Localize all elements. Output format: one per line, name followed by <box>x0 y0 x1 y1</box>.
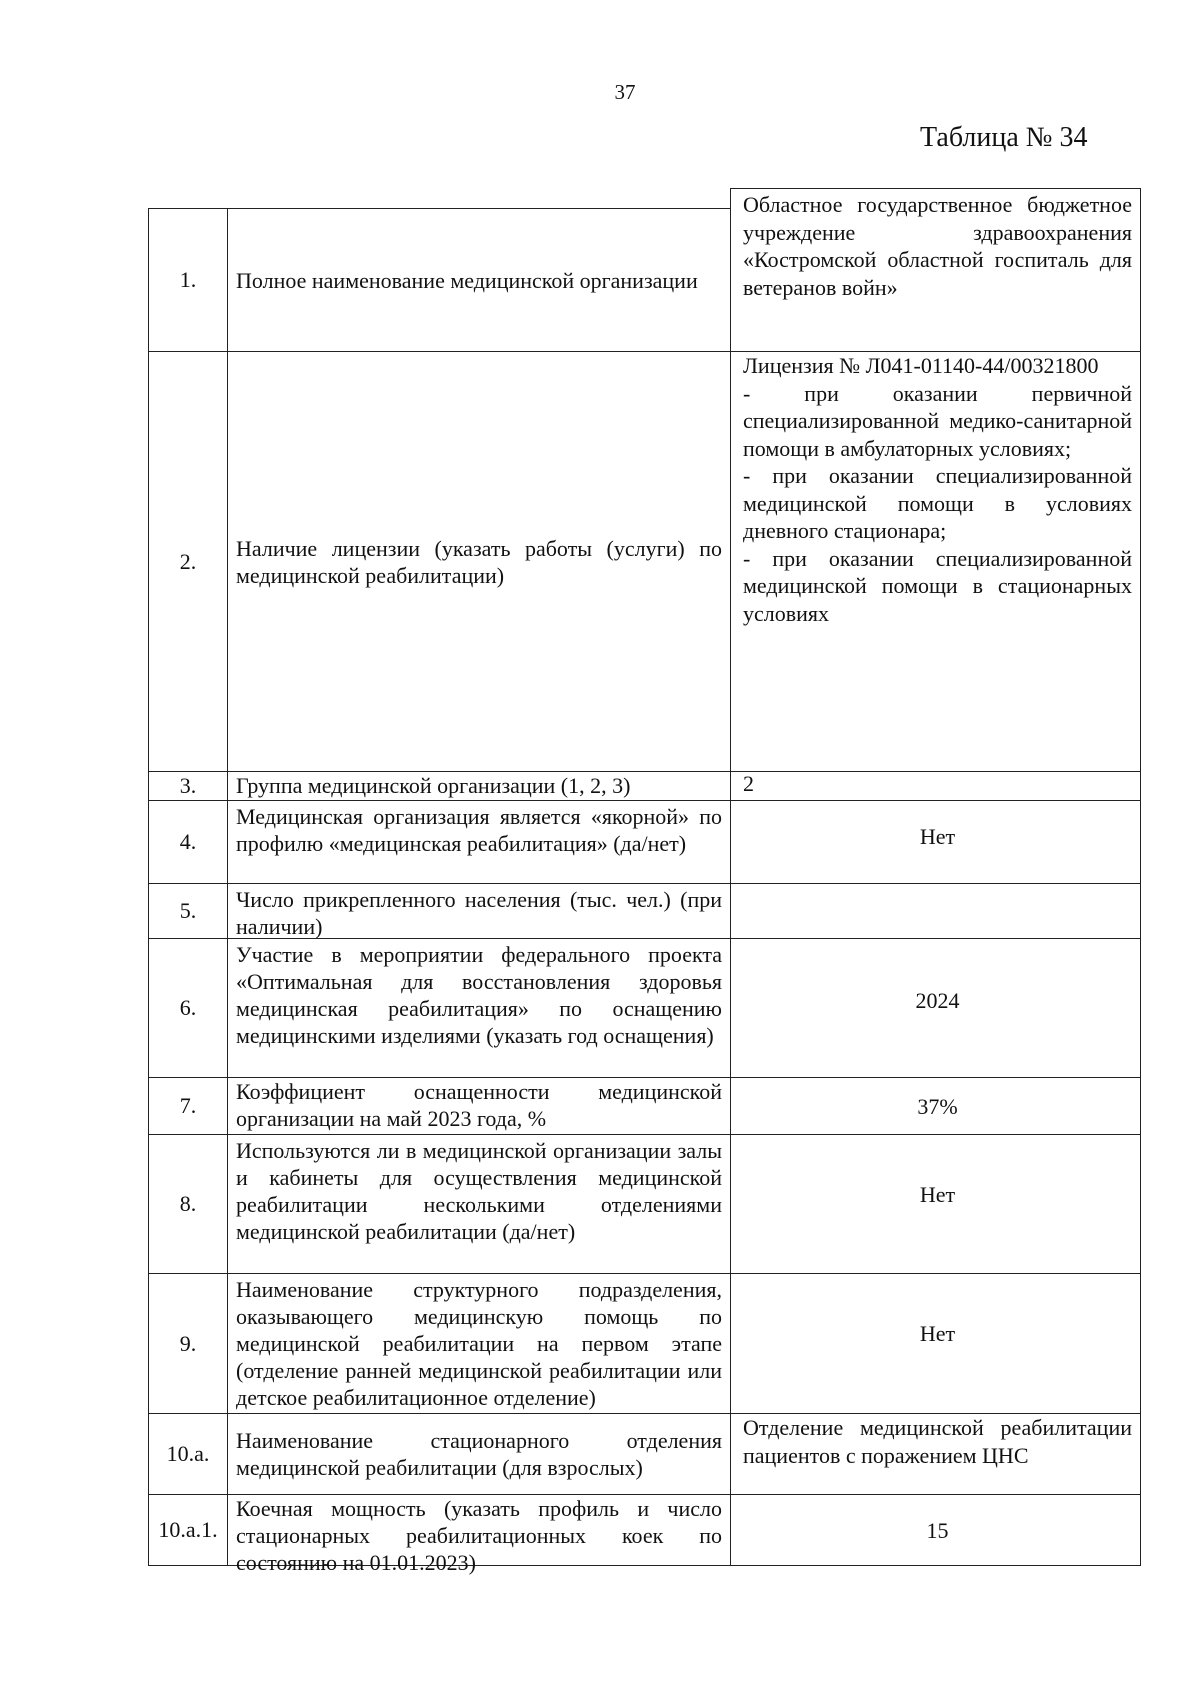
row-number: 7. <box>148 1077 228 1135</box>
row-label-text: Наличие лицензии (указать работы (услуги) по медицинской реабилитации) <box>236 535 722 588</box>
row-number: 3. <box>148 771 228 801</box>
row-label: Группа медицинской организации (1, 2, 3) <box>227 771 731 801</box>
license-item: - при оказании специализированной медицинской помощи в условиях дневного стационара; <box>743 463 1132 543</box>
row-number: 9. <box>148 1273 228 1414</box>
row-value: 37% <box>730 1077 1141 1135</box>
row-number: 10.а. <box>148 1413 228 1495</box>
license-item: - при оказании специализированной медицинской помощи в стационарных условиях <box>743 545 1132 626</box>
row-value: Нет <box>730 1273 1141 1414</box>
row-label: Коэффициент оснащенности медицинской организации на май 2023 года, % <box>227 1077 731 1135</box>
row-value <box>730 351 1141 772</box>
row-number: 5. <box>148 883 228 939</box>
page-number: 37 <box>614 80 636 104</box>
row-label <box>227 208 731 352</box>
row-number: 8. <box>148 1134 228 1274</box>
row-label-text: Полное наименование медицинской организации <box>236 267 698 293</box>
row-label: Коечная мощность (указать профиль и число стационарных реабилитационных коек по состоянию на 01.01.2023) <box>227 1494 731 1566</box>
row-label: Используются ли в медицинской организации залы и кабинеты для осуществления медицинской реабилитации несколькими отделениями медицинской реабилитации (да/нет) <box>227 1134 731 1274</box>
row-label-text: Наименование стационарного отделения медицинской реабилитации (для взрослых) <box>236 1428 722 1480</box>
row-label: Медицинская организация является «якорной» по профилю «медицинская реабилитация» (да/нет) <box>227 800 731 884</box>
row-label <box>227 1413 731 1495</box>
row-value: Нет <box>730 800 1141 884</box>
row-number: 6. <box>148 938 228 1078</box>
row-number: 10.а.1. <box>148 1494 228 1566</box>
row-value: 15 <box>730 1494 1141 1566</box>
row-number: 2. <box>148 351 228 772</box>
row-value: 2 <box>730 771 1141 801</box>
row-label: Наименование структурного подразделения, оказывающего медицинскую помощь по медицинской реабилитации на первом этапе (отделение ранней медицинской реабилитации или детское реабилитационное отделение) <box>227 1273 731 1414</box>
row-value: 2024 <box>730 938 1141 1078</box>
row-value <box>730 883 1141 939</box>
row-value: Отделение медицинской реабилитации пациентов с поражением ЦНС <box>730 1413 1141 1495</box>
license-item: - при оказании первичной специализированной медико-санитарной помощи в амбулаторных условиях; <box>743 380 1132 461</box>
info-table <box>148 192 1141 1575</box>
row-number: 1. <box>148 208 228 352</box>
table-title: Таблица № 34 <box>920 122 1088 153</box>
row-label: Участие в мероприятии федерального проекта «Оптимальная для восстановления здоровья медицинская реабилитация» по оснащению медицинскими изделиями (указать год оснащения) <box>227 938 731 1078</box>
license-number: Лицензия № Л041-01140-44/00321800 <box>743 353 1099 378</box>
row-label <box>227 351 731 772</box>
row-value: Областное государственное бюджетное учреждение здравоохранения «Костромской областной госпиталь для ветеранов войн» <box>730 188 1141 352</box>
row-value: Нет <box>730 1134 1141 1274</box>
row-label: Число прикрепленного населения (тыс. чел.) (при наличии) <box>227 883 731 939</box>
row-number: 4. <box>148 800 228 884</box>
